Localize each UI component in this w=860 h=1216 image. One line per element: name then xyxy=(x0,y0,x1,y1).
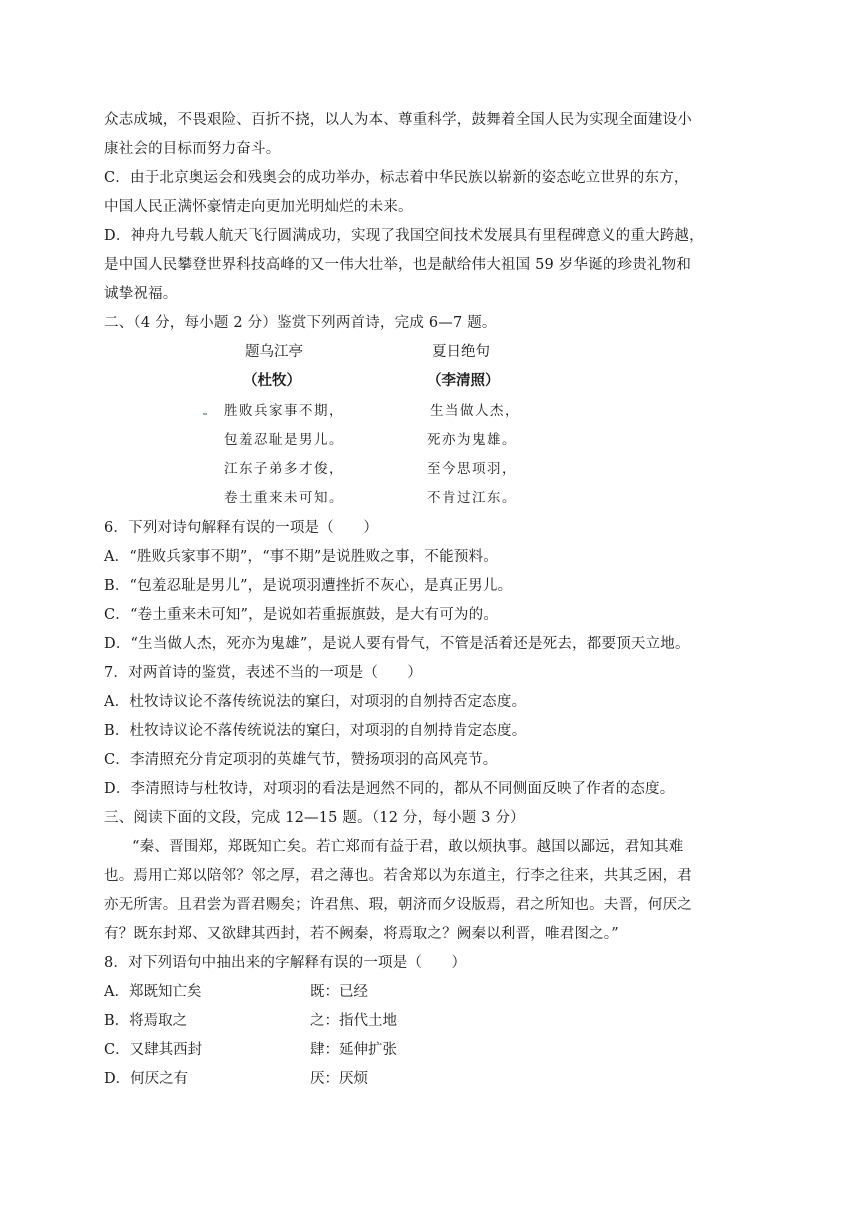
text-line: 中国人民正满怀豪情走向更加光明灿烂的未来。 xyxy=(104,199,413,215)
poem-1-title: 题乌江亭 xyxy=(245,344,303,360)
text-line: 众志成城，不畏艰险、百折不挠，以人为本、尊重科学，鼓舞着全国人民为实现全面建设小 xyxy=(104,112,692,128)
poem-2-line: 死亦为鬼雄。 xyxy=(427,432,517,448)
option-d-line: D．神舟九号载人航天飞行圆满成功，实现了我国空间技术发展具有里程碑意义的重大跨越， xyxy=(104,228,704,244)
passage-line: 也。焉用亡郑以陪邻？邻之厚，君之薄也。若舍郑以为东道主，行李之往来，共其乏困，君 xyxy=(104,868,692,884)
poem-1-author: （杜牧） xyxy=(243,372,301,389)
option-explanation: 既：已经 xyxy=(310,984,368,1000)
question-6-option-a: A．“胜败兵家事不期”，“事不期”是说胜败之事，不能预料。 xyxy=(104,549,498,565)
question-7-option-b: B．杜牧诗议论不落传统说法的窠臼，对项羽的自刎持肯定态度。 xyxy=(104,723,527,739)
passage-line: 有？既东封郑、又欲肆其西封，若不阙秦，将焉取之？阙秦以利晋，唯君图之。” xyxy=(104,926,619,942)
poem-1-line: 江东子弟多才俊， xyxy=(224,461,344,477)
poem-2-line: 不肯过江东。 xyxy=(427,490,517,506)
text-line: 康社会的目标而努力奋斗。 xyxy=(104,141,281,157)
option-explanation: 肆：延伸扩张 xyxy=(310,1042,397,1058)
poem-2-author: （李清照） xyxy=(427,372,500,389)
poem-1-line: 包羞忍耻是男儿。 xyxy=(224,432,344,448)
text-line: 是中国人民攀登世界科技高峰的又一伟大壮举，也是献给伟大祖国 59 岁华诞的珍贵礼物和 xyxy=(104,257,692,273)
stray-mark xyxy=(203,413,207,415)
poem-1-line: 卷土重来未可知。 xyxy=(224,490,344,506)
poem-2-line: 生当做人杰， xyxy=(430,403,520,419)
question-8-stem: 8．对下列语句中抽出来的字解释有误的一项是（ ） xyxy=(104,955,467,971)
text-line: 诚挚祝福。 xyxy=(104,286,178,302)
question-7-stem: 7．对两首诗的鉴赏，表述不当的一项是（ ） xyxy=(104,665,423,681)
question-6-option-b: B．“包羞忍耻是男儿”，是说项羽遭挫折不灰心，是真正男儿。 xyxy=(104,578,513,594)
question-7-option-c: C．李清照充分肯定项羽的英雄气节，赞扬项羽的高风亮节。 xyxy=(104,752,498,768)
option-c-line: C．由于北京奥运会和残奥会的成功举办，标志着中华民族以崭新的姿态屹立世界的东方， xyxy=(104,170,689,186)
question-6-option-d: D．“生当做人杰，死亦为鬼雄”，是说人要有骨气，不管是活着还是死去，都要顶天立地。 xyxy=(104,636,690,652)
option-term: B．将焉取之 xyxy=(104,1013,188,1029)
question-6-stem: 6．下列对诗句解释有误的一项是（ ） xyxy=(104,520,379,536)
option-explanation: 厌：厌烦 xyxy=(310,1071,368,1087)
option-term: A．郑既知亡矣 xyxy=(104,984,202,1000)
passage-line: “秦、晋围郑，郑既知亡矣。若亡郑而有益于君，敢以烦执事。越国以鄙远，君知其难 xyxy=(132,839,684,855)
poem-2-title: 夏日绝句 xyxy=(432,344,490,360)
poem-2-line: 至今思项羽， xyxy=(427,461,517,477)
section-3-heading: 三、阅读下面的文段，完成 12—15 题。（12 分，每小题 3 分） xyxy=(104,810,525,826)
option-term: D．何厌之有 xyxy=(104,1071,189,1087)
section-2-heading: 二、（4 分，每小题 2 分）鉴赏下列两首诗，完成 6—7 题。 xyxy=(104,315,497,331)
question-7-option-d: D．李清照诗与杜牧诗，对项羽的看法是迥然不同的，都从不同侧面反映了作者的态度。 xyxy=(104,781,675,797)
poem-1-line: 胜败兵家事不期， xyxy=(224,403,344,419)
option-term: C．又肆其西封 xyxy=(104,1042,203,1058)
question-7-option-a: A．杜牧诗议论不落传统说法的窠臼，对项羽的自刎持否定态度。 xyxy=(104,694,527,710)
passage-line: 亦无所害。且君尝为晋君赐矣；许君焦、瑕，朝济而夕设版焉，君之所知也。夫晋，何厌之 xyxy=(104,897,692,913)
option-explanation: 之：指代土地 xyxy=(310,1013,397,1029)
question-6-option-c: C．“卷土重来未可知”，是说如若重振旗鼓，是大有可为的。 xyxy=(104,607,499,623)
